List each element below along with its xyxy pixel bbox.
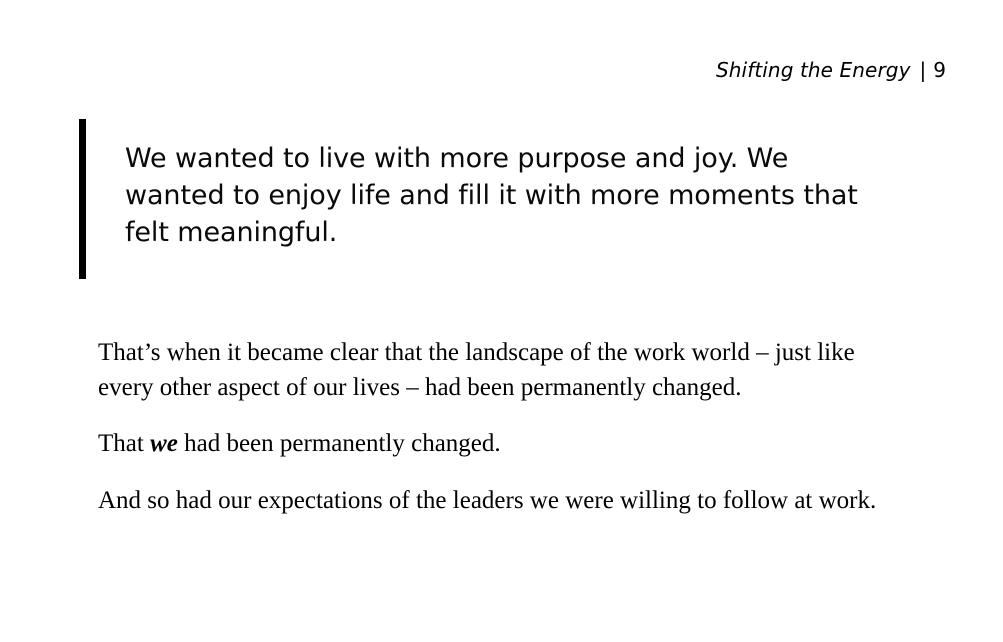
pull-quote-text: We wanted to live with more purpose and joy. We wanted to enjoy life and fill it with more moments that felt meaningful.	[125, 143, 858, 248]
paragraph-3: And so had our expectations of the leaders we were willing to follow at work.	[98, 486, 877, 514]
pull-quote-rule	[79, 119, 86, 279]
paragraph-2	[98, 427, 910, 462]
body-copy	[98, 336, 910, 518]
pull-quote	[79, 119, 869, 279]
running-header	[716, 58, 946, 82]
header-separator: |	[919, 58, 927, 82]
paragraph-1: That’s when it became clear that the landscape of the work world – just like every other aspect of our lives – had been permanently changed.	[98, 339, 855, 401]
paragraph-2-lead: That	[98, 430, 151, 457]
paragraph-2-tail: had been permanently changed.	[177, 430, 501, 457]
page-number: 9	[933, 58, 946, 82]
paragraph-2-emphasis: we	[150, 430, 178, 457]
book-title: Shifting the Energy	[715, 58, 911, 82]
